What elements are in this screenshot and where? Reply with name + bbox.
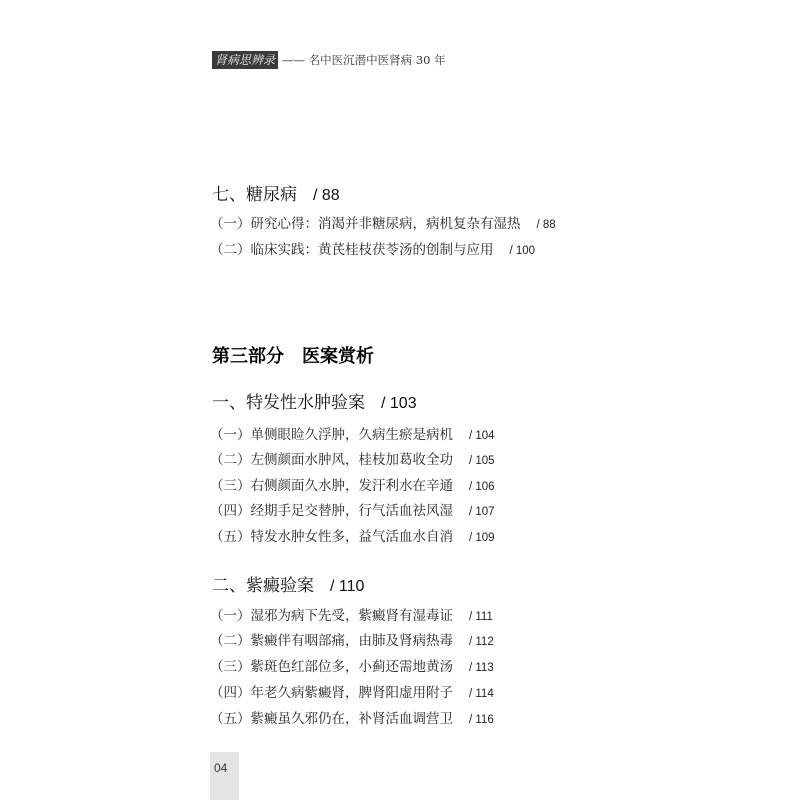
item-page: / 112 — [469, 636, 494, 648]
item-text: （五）紫癜虽久邪仍在，补肾活血调营卫 — [210, 711, 453, 727]
page-number: 04 — [214, 761, 228, 775]
header-subtitle: —— 名中医沉潜中医肾病 30 年 — [282, 53, 446, 67]
item-page: / 105 — [469, 455, 495, 467]
toc-item[interactable] — [210, 423, 495, 443]
running-header — [212, 50, 446, 70]
item-text: （三）紫斑色红部位多，小蓟还需地黄汤 — [210, 659, 453, 675]
toc-section-title[interactable] — [212, 571, 364, 596]
item-text: （二）紫癜伴有咽部痛，由肺及肾病热毒 — [210, 633, 453, 649]
toc-item[interactable] — [210, 448, 495, 468]
toc-item[interactable] — [210, 525, 495, 545]
item-text: （二）临床实践：黄芪桂枝茯苓汤的创制与应用 — [210, 242, 494, 258]
toc-item[interactable] — [210, 707, 494, 727]
item-page: / 114 — [469, 688, 494, 700]
item-text: （一）研究心得：消渴并非糖尿病，病机复杂有湿热 — [210, 216, 521, 232]
section-title-text: 二、紫癜验案 — [212, 576, 314, 596]
book-logo: 肾病思辨录 — [212, 51, 278, 69]
toc-item[interactable] — [210, 629, 494, 649]
item-text: （四）年老久病紫癜肾，脾肾阳虚用附子 — [210, 685, 453, 701]
toc-item[interactable] — [210, 212, 556, 232]
item-page: / 100 — [509, 245, 536, 257]
part-title: 第三部分 医案赏析 — [212, 346, 374, 367]
section-title-text: 七、糖尿病 — [212, 185, 297, 205]
section-page: / 103 — [381, 395, 417, 412]
item-text: （四）经期手足交替肿，行气活血祛风湿 — [210, 503, 453, 519]
toc-item[interactable] — [210, 604, 493, 624]
item-page: / 106 — [469, 481, 495, 493]
page-number-tab — [210, 752, 239, 800]
item-text: （一）单侧眼睑久浮肿，久病生瘀是病机 — [210, 427, 453, 443]
section-page: / 110 — [330, 578, 365, 595]
item-page: / 88 — [536, 219, 556, 231]
item-page: / 111 — [469, 611, 493, 623]
section-title-text: 一、特发性水肿验案 — [212, 393, 365, 413]
toc-item[interactable] — [210, 655, 494, 675]
item-page: / 107 — [469, 506, 495, 518]
toc-section-title[interactable] — [212, 388, 417, 413]
toc-item[interactable] — [210, 474, 495, 494]
toc-item[interactable] — [210, 681, 494, 701]
toc-section-title[interactable] — [212, 180, 340, 205]
item-page: / 113 — [469, 662, 494, 674]
item-text: （三）右侧颜面久水肿，发汗利水在辛通 — [210, 478, 453, 494]
toc-item[interactable] — [210, 238, 535, 258]
item-text: （一）湿邪为病下先受，紫癜肾有湿毒证 — [210, 608, 453, 624]
item-page: / 104 — [469, 430, 495, 442]
section-page: / 88 — [313, 187, 340, 204]
item-text: （五）特发水肿女性多，益气活血水自消 — [210, 529, 453, 545]
item-text: （二）左侧颜面水肿风，桂枝加葛收全功 — [210, 452, 453, 468]
item-page: / 109 — [469, 532, 495, 544]
item-page: / 116 — [469, 714, 494, 726]
toc-item[interactable] — [210, 499, 495, 519]
